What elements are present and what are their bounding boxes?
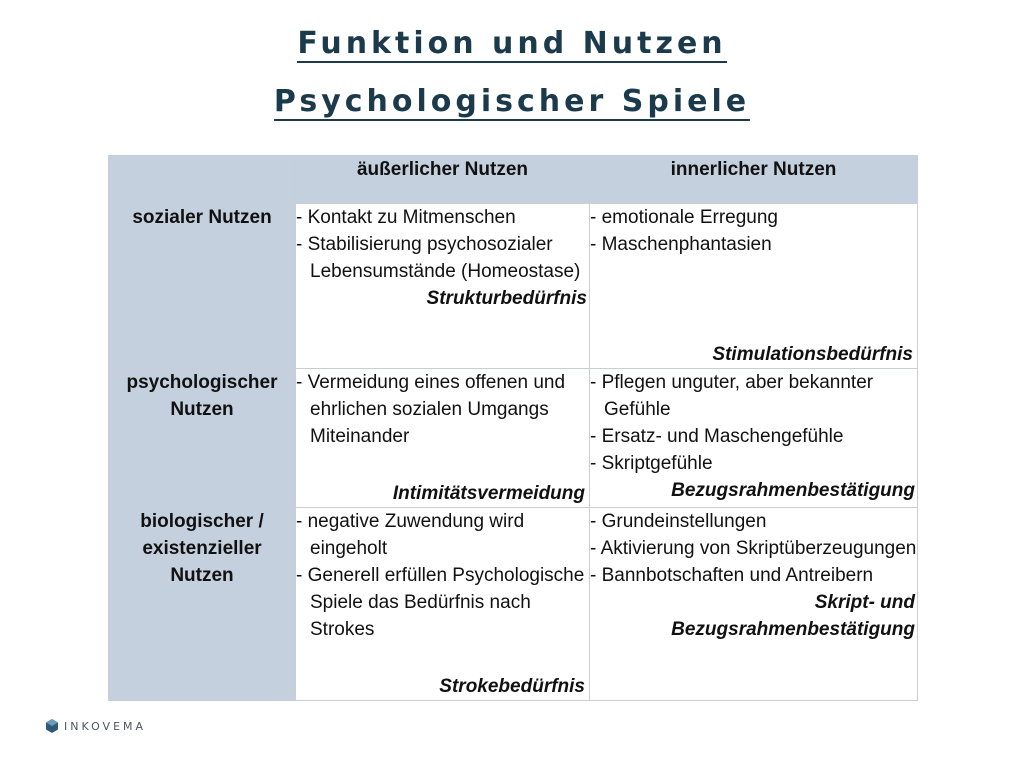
column-header-inner: innerlicher Nutzen (590, 156, 918, 204)
list-item: - Skriptgefühle (590, 450, 917, 477)
item-list (296, 204, 589, 285)
item-list (590, 204, 917, 258)
table-row (109, 508, 918, 701)
item-list (590, 508, 917, 589)
cell-biological-inner (590, 508, 918, 701)
cell-biological-outer (296, 508, 590, 701)
list-item: - Vermeidung eines offenen und ehrlichen sozialen Umgangs Miteinander (296, 369, 589, 450)
list-item: - emotionale Erregung (590, 204, 917, 231)
list-item: - negative Zuwendung wird eingeholt (296, 508, 589, 562)
need-label: Strukturbedürfnis (426, 288, 587, 309)
table-row (109, 204, 918, 369)
list-item: - Stabilisierung psychosozialer Lebensumstände (Homeostase) (296, 231, 589, 285)
column-header-outer: äußerlicher Nutzen (296, 156, 590, 204)
page-title-line-2: Psychologischer Spiele (273, 84, 751, 119)
list-item: - Pflegen unguter, aber bekannter Gefühle (590, 369, 917, 423)
page-title-line-1: Funktion und Nutzen (297, 26, 727, 61)
list-item: - Grundeinstellungen (590, 508, 917, 535)
benefits-matrix-table (108, 155, 918, 701)
row-header-biological: biologischer / existenzieller Nutzen (109, 508, 296, 701)
list-item: - Maschenphantasien (590, 231, 917, 258)
row-header-psychological: psychologischer Nutzen (109, 369, 296, 508)
item-list (296, 508, 589, 643)
list-item: - Generell erfüllen Psychologische Spiele das Bedürfnis nach Strokes (296, 562, 589, 643)
row-header-social: sozialer Nutzen (109, 204, 296, 369)
table-header-row (109, 156, 918, 204)
need-label: Stimulationsbedürfnis (712, 344, 913, 365)
cell-psychological-inner (590, 369, 918, 508)
inkovema-logo (46, 719, 146, 733)
hexagon-logo-icon (46, 719, 58, 733)
need-label: Bezugsrahmenbestätigung (671, 480, 915, 501)
table-row (109, 369, 918, 508)
list-item: - Bannbotschaften und Antreibern (590, 562, 917, 589)
list-item: - Ersatz- und Maschengefühle (590, 423, 917, 450)
cell-social-outer (296, 204, 590, 369)
need-label: Strokebedürfnis (439, 676, 585, 697)
corner-header-cell (109, 156, 296, 204)
list-item: - Kontakt zu Mitmenschen (296, 204, 589, 231)
need-label: Intimitätsvermeidung (392, 483, 585, 504)
list-item: - Aktivierung von Skriptüberzeugungen (590, 535, 917, 562)
cell-social-inner (590, 204, 918, 369)
cell-psychological-outer (296, 369, 590, 508)
item-list (296, 369, 589, 450)
logo-text: INKOVEMA (64, 719, 147, 733)
item-list (590, 369, 917, 477)
need-label: Skript- und Bezugsrahmenbestätigung (671, 592, 915, 640)
